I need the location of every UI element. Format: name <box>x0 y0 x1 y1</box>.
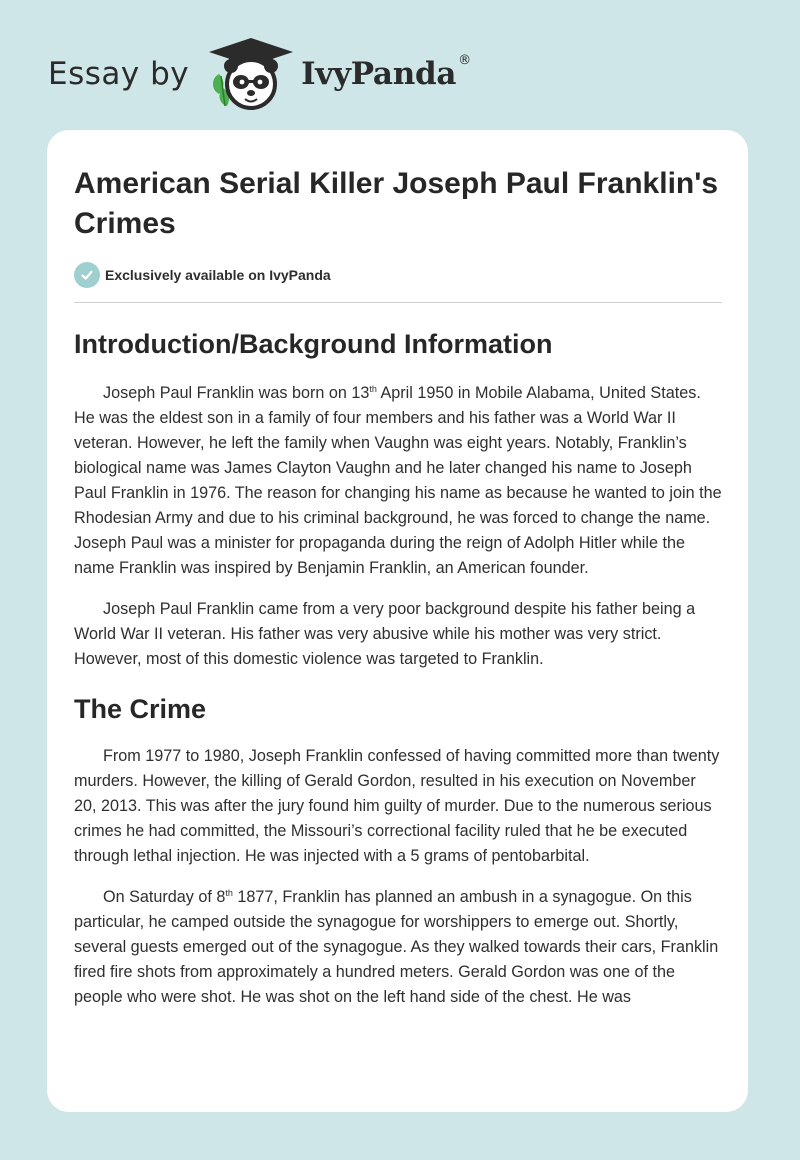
paragraph-text: On Saturday of 8 <box>103 888 226 906</box>
exclusive-badge <box>74 262 722 288</box>
ordinal-suffix: th <box>369 384 377 394</box>
registered-mark: ® <box>458 52 472 68</box>
essay-by-label: Essay by <box>48 56 190 92</box>
paragraph <box>74 381 722 581</box>
check-icon <box>74 262 100 288</box>
site-header <box>48 36 471 112</box>
essay-title: American Serial Killer Joseph Paul Franklin's Crimes <box>74 167 719 240</box>
paragraph: Joseph Paul Franklin came from a very poor background despite his father being a World War II veteran. His father was very abusive while his mother was very strict. However, most of this domestic violence was targeted to Franklin. <box>74 600 696 668</box>
section-heading: The Crime <box>74 694 207 724</box>
paragraph-text: April 1950 in Mobile Alabama, United States. He was the eldest son in a family of four members and his father was a World War II veteran. However, he left the family when Vaughn was eight years. Notably, Franklin’s biological name was James Clayton Vaughn and he later changed his name to Joseph Paul Franklin in 1976. The reason for changing his name as because he wanted to join the Rhodesian Army and due to his criminal background, he was forced to change the name. Joseph Paul was a minister for propaganda during the reign of Adolph Hitler while the name Franklin was inspired by Benjamin Franklin, an American founder. <box>74 384 722 577</box>
panda-logo-icon[interactable] <box>207 36 295 112</box>
paragraph-text: Joseph Paul Franklin was born on 13 <box>103 384 370 402</box>
paragraph: From 1977 to 1980, Joseph Franklin confessed of having committed more than twenty murders. However, the killing of Gerald Gordon, resulted in his execution on November 20, 2013. This was after the jury found him guilty of murder. Due to the numerous serious crimes he had committed, the Missouri’s correctional facility ruled that he be executed through lethal injection. He was injected with a 5 grams of pentobarbital. <box>74 747 720 865</box>
paragraph-text: 1877, Franklin has planned an ambush in a synagogue. On this particular, he camped outside the synagogue for worshippers to emerge out. Shortly, several guests emerged out of the synagogue. As they walked towards their cars, Franklin fired fire shots from approximately a hundred meters. Gerald Gordon was one of the people who were shot. He was shot on the left hand side of the chest. He was <box>74 888 719 1006</box>
paragraph <box>74 885 722 1010</box>
section-heading: Introduction/Background Information <box>74 329 553 359</box>
exclusive-label: Exclusively available on IvyPanda <box>105 267 331 283</box>
title-divider <box>74 302 722 303</box>
brand-name[interactable]: IvyPanda <box>301 56 457 92</box>
ordinal-suffix: th <box>225 888 233 898</box>
essay-content <box>74 164 722 1010</box>
essay-card <box>47 130 748 1112</box>
